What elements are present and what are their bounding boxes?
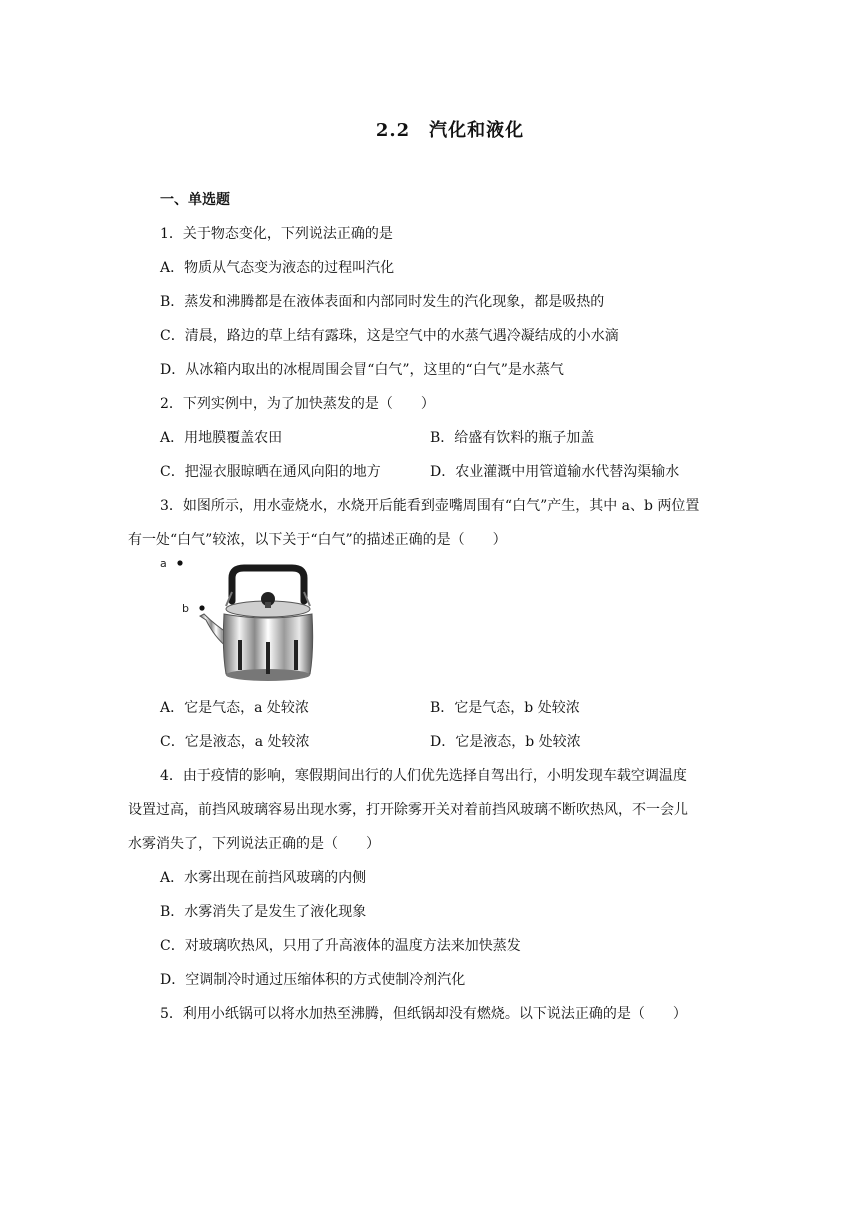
page-title: 2.2 汽化和液化 (375, 120, 525, 141)
question-2-option-a: A．用地膜覆盖农田 (160, 430, 283, 446)
question-4-option-c: C．对玻璃吹热风，只用了升高液体的温度方法来加快蒸发 (160, 938, 521, 954)
question-3-option-b: B．它是气态，b 处较浓 (430, 700, 580, 716)
question-4-stem: 4．由于疫情的影响，寒假期间出行的人们优先选择自驾出行，小明发现车载空调温度 (160, 768, 687, 784)
question-4-stem-cont-2: 水雾消失了，下列说法正确的是（ ） (128, 836, 380, 852)
question-2-option-b: B．给盛有饮料的瓶子加盖 (430, 430, 595, 446)
question-1-stem: 1．关于物态变化，下列说法正确的是 (160, 226, 393, 242)
question-4-option-a: A．水雾出现在前挡风玻璃的内侧 (160, 870, 367, 886)
figure-label-a: a (160, 557, 167, 570)
question-4-stem-cont: 设置过高，前挡风玻璃容易出现水雾，打开除雾开关对着前挡风玻璃不断吹热风，不一会儿 (128, 802, 688, 818)
question-1-option-b: B．蒸发和沸腾都是在液体表面和内部同时发生的汽化现象，都是吸热的 (160, 294, 605, 310)
section-heading: 一、单选题 (160, 192, 230, 208)
question-3-option-c: C．它是液态，a 处较浓 (160, 734, 310, 750)
kettle-figure (160, 556, 320, 686)
question-1-option-a: A．物质从气态变为液态的过程叫汽化 (160, 260, 395, 276)
question-4-option-b: B．水雾消失了是发生了液化现象 (160, 904, 367, 920)
point-a-dot (177, 560, 182, 565)
question-2-stem: 2．下列实例中，为了加快蒸发的是（ ） (160, 396, 435, 412)
question-3-option-a: A．它是气态，a 处较浓 (160, 700, 309, 716)
question-3-stem-cont: 有一处“白气”较浓，以下关于“白气”的描述正确的是（ ） (128, 532, 507, 548)
question-3-stem: 3．如图所示，用水壶烧水，水烧开后能看到壶嘴周围有“白气”产生，其中 a、b 两位置 (160, 498, 700, 514)
question-3-option-d: D．它是液态，b 处较浓 (430, 734, 581, 750)
figure-label-b: b (182, 602, 189, 615)
question-2-option-c: C．把湿衣服晾晒在通风向阳的地方 (160, 464, 381, 480)
question-5-stem: 5．利用小纸锅可以将水加热至沸腾，但纸锅却没有燃烧。以下说法正确的是（ ） (160, 1006, 687, 1022)
question-2-option-d: D．农业灌溉中用管道输水代替沟渠输水 (430, 464, 680, 480)
kettle-image (160, 556, 320, 686)
question-4-option-d: D．空调制冷时通过压缩体积的方式使制冷剂汽化 (160, 972, 466, 988)
question-1-option-c: C．清晨，路边的草上结有露珠，这是空气中的水蒸气遇冷凝结成的小水滴 (160, 328, 619, 344)
question-1-option-d: D．从冰箱内取出的冰棍周围会冒“白气”，这里的“白气”是水蒸气 (160, 362, 564, 378)
point-b-dot (199, 605, 204, 610)
